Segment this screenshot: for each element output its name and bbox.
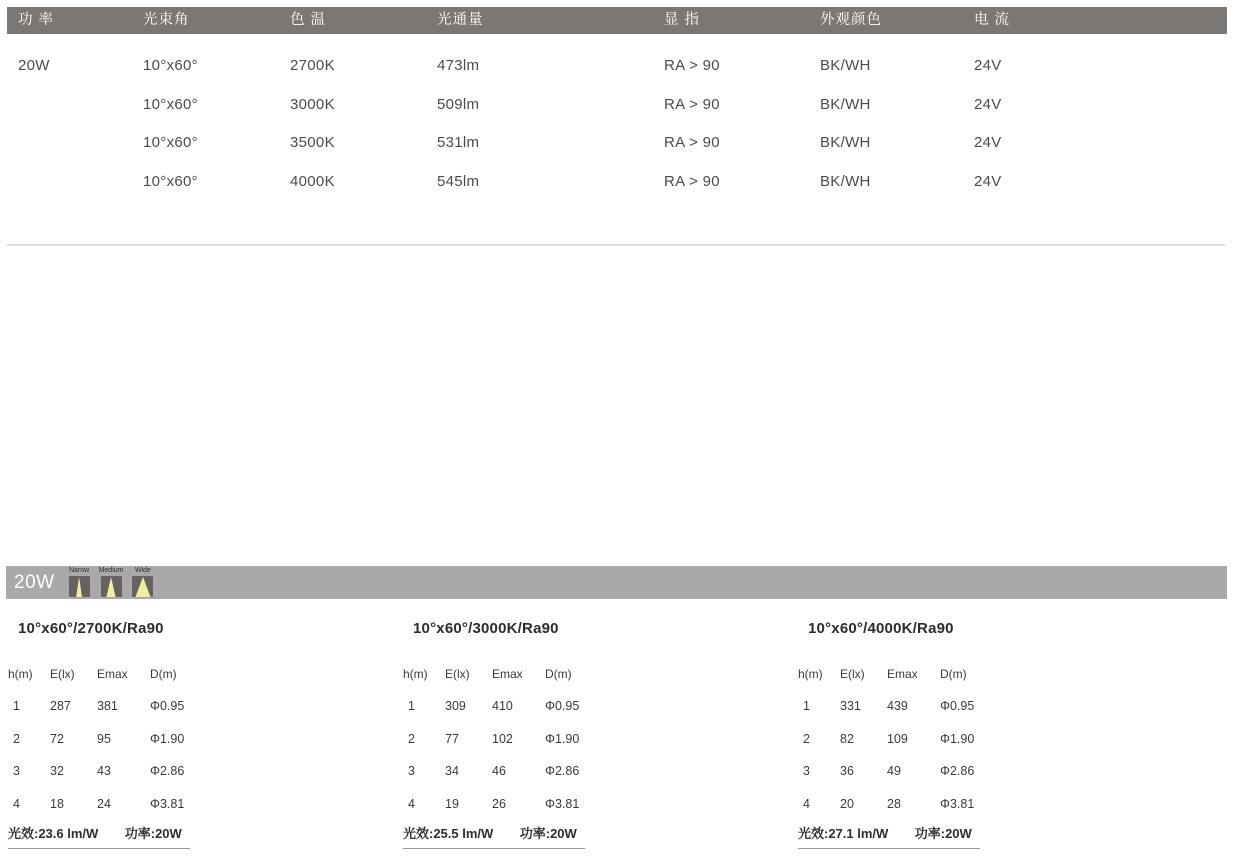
spec-cell: 509lm xyxy=(437,95,480,113)
photometric-cell: 2 xyxy=(13,731,20,746)
beam-icon-label: Wide xyxy=(135,567,151,574)
beam-icon-medium xyxy=(99,567,124,597)
photometric-cell: Φ2.86 xyxy=(545,764,580,778)
photometric-cell: 34 xyxy=(445,764,459,778)
spec-cell: BK/WH xyxy=(820,134,871,151)
beam-cone-shape xyxy=(132,577,153,597)
photometric-table-header-row xyxy=(403,667,643,681)
spec-cell: 10°x60° xyxy=(143,172,198,190)
photometric-cell: 20 xyxy=(840,796,854,811)
photometric-row xyxy=(8,690,248,723)
photometric-table-body xyxy=(8,690,248,820)
photometric-table xyxy=(8,612,248,849)
spec-cell: 545lm xyxy=(437,172,480,190)
spec-header-cell: 显 指 xyxy=(664,12,701,28)
photometric-cell: 95 xyxy=(97,731,111,746)
photometric-cell: Φ1.90 xyxy=(150,731,185,746)
photometric-cell: 18 xyxy=(50,796,64,811)
spec-cell: 2700K xyxy=(290,57,335,74)
spec-cell: BK/WH xyxy=(820,172,871,190)
spec-cell: 24V xyxy=(974,57,1002,74)
photometric-cell: 2 xyxy=(408,731,415,746)
spec-cell: 3500K xyxy=(290,134,335,151)
spec-header-cell: 功 率 xyxy=(18,12,55,28)
photometric-cell: 19 xyxy=(445,796,459,811)
spec-cell: 24V xyxy=(974,172,1002,190)
photometric-cell: 4 xyxy=(408,796,415,811)
photometric-table-title: 10°x60°/4000K/Ra90 xyxy=(808,620,954,637)
photometric-row xyxy=(798,755,1038,788)
photometric-row xyxy=(798,690,1038,723)
photometric-cell: 36 xyxy=(840,764,854,778)
photometric-row xyxy=(403,723,643,756)
spec-cell xyxy=(7,163,143,202)
photometric-table-header-row xyxy=(8,667,248,681)
photometric-header-cell: h(m) xyxy=(798,667,823,681)
photometric-row xyxy=(403,788,643,821)
photometric-row xyxy=(8,755,248,788)
photometric-table-footer xyxy=(798,823,980,849)
photometric-cell: Φ1.90 xyxy=(545,731,580,746)
photometric-cell: 381 xyxy=(97,699,118,713)
photometric-cell: 102 xyxy=(492,731,513,746)
photometric-table-title: 10°x60°/3000K/Ra90 xyxy=(413,620,559,637)
photometric-cell: Φ0.95 xyxy=(150,699,185,713)
photometric-row xyxy=(403,690,643,723)
photometric-header-cell: Emax xyxy=(887,667,918,681)
photometric-cell: Φ2.86 xyxy=(150,764,185,778)
photometric-cell: 82 xyxy=(840,731,854,746)
beam-icon-label: Narow xyxy=(68,567,90,574)
spec-cell xyxy=(7,86,143,125)
efficacy-value: 光效:27.1 lm/W xyxy=(798,826,889,841)
photometric-cell: Φ3.81 xyxy=(150,796,185,811)
spec-table-row xyxy=(7,86,1227,125)
spec-cell: BK/WH xyxy=(820,95,871,113)
spec-table-header-row xyxy=(7,7,1227,34)
wide-beam-icon xyxy=(132,576,153,597)
photometric-cell: 1 xyxy=(13,699,20,713)
spec-header-cell: 外观颜色 xyxy=(820,12,882,28)
photometric-header-cell: Emax xyxy=(97,667,128,681)
beam-cone-shape xyxy=(69,577,90,597)
photometric-table-title: 10°x60°/2700K/Ra90 xyxy=(18,620,164,637)
beam-icon-label: Medium xyxy=(98,567,124,574)
photometric-header-cell: D(m) xyxy=(940,667,967,681)
spec-cell: 3000K xyxy=(290,95,335,113)
photometric-table-body xyxy=(798,690,1038,820)
spec-cell: 24V xyxy=(974,134,1002,151)
spec-cell: 473lm xyxy=(437,57,480,74)
beam-bar xyxy=(6,566,1227,599)
photometric-cell: 3 xyxy=(408,764,415,778)
photometric-table-body xyxy=(403,690,643,820)
photometric-header-cell: E(lx) xyxy=(840,667,865,681)
photometric-table-header-row xyxy=(798,667,1038,681)
photometric-row xyxy=(403,755,643,788)
efficacy-value: 光效:25.5 lm/W xyxy=(403,826,494,841)
photometric-cell: 46 xyxy=(492,764,506,778)
photometric-cell: 410 xyxy=(492,699,513,713)
photometric-cell: 1 xyxy=(803,699,810,713)
photometric-cell: 2 xyxy=(803,731,810,746)
photometric-cell: Φ0.95 xyxy=(545,699,580,713)
spec-cell: 10°x60° xyxy=(143,134,198,151)
photometric-header-cell: h(m) xyxy=(8,667,33,681)
spec-cell: 10°x60° xyxy=(143,57,198,74)
beam-icon-narrow xyxy=(69,567,90,597)
photometric-header-cell: E(lx) xyxy=(445,667,470,681)
section-divider xyxy=(7,244,1225,246)
spec-cell: RA > 90 xyxy=(664,134,720,151)
photometric-table xyxy=(798,612,1038,849)
spec-cell: RA > 90 xyxy=(664,57,720,74)
photometric-tables-section xyxy=(8,612,1234,857)
photometric-header-cell: E(lx) xyxy=(50,667,75,681)
photometric-cell: 28 xyxy=(887,796,901,811)
photometric-cell: 3 xyxy=(13,764,20,778)
power-value: 功率:20W xyxy=(519,826,577,841)
photometric-cell: 287 xyxy=(50,699,71,713)
beam-bar-power-label: 20W xyxy=(14,572,55,593)
spec-header-cell: 光通量 xyxy=(437,12,484,28)
photometric-row xyxy=(8,788,248,821)
photometric-row xyxy=(798,723,1038,756)
photometric-header-cell: h(m) xyxy=(403,667,428,681)
spec-cell: RA > 90 xyxy=(664,172,720,190)
spec-header-cell: 光束角 xyxy=(143,12,190,28)
spec-cell: 531lm xyxy=(437,134,480,151)
spec-cell: BK/WH xyxy=(820,57,871,74)
photometric-cell: 4 xyxy=(803,796,810,811)
photometric-cell: 77 xyxy=(445,731,459,746)
photometric-cell: 331 xyxy=(840,699,861,713)
photometric-table-footer xyxy=(8,823,190,849)
spec-header-cell: 电 流 xyxy=(974,12,1011,28)
photometric-header-cell: D(m) xyxy=(545,667,572,681)
spec-table-row xyxy=(7,163,1227,202)
photometric-table xyxy=(403,612,643,849)
medium-beam-icon xyxy=(101,576,122,597)
photometric-cell: 109 xyxy=(887,731,908,746)
photometric-row xyxy=(798,788,1038,821)
power-value: 功率:20W xyxy=(914,826,972,841)
photometric-cell: Φ0.95 xyxy=(940,699,975,713)
photometric-cell: 439 xyxy=(887,699,908,713)
photometric-cell: 3 xyxy=(803,764,810,778)
spec-cell: RA > 90 xyxy=(664,95,720,113)
photometric-cell: Φ1.90 xyxy=(940,731,975,746)
spec-table-body xyxy=(7,47,1227,201)
photometric-cell: 43 xyxy=(97,764,111,778)
spec-cell: 4000K xyxy=(290,172,335,190)
photometric-cell: Φ3.81 xyxy=(940,796,975,811)
photometric-cell: 24 xyxy=(97,796,111,811)
photometric-cell: 26 xyxy=(492,796,506,811)
spec-table-row xyxy=(7,47,1227,86)
photometric-table-footer xyxy=(403,823,585,849)
spec-cell: 20W xyxy=(18,57,50,74)
power-value: 功率:20W xyxy=(124,826,182,841)
beam-cone-shape xyxy=(101,577,122,597)
efficacy-value: 光效:23.6 lm/W xyxy=(8,826,99,841)
photometric-header-cell: Emax xyxy=(492,667,523,681)
photometric-cell: 49 xyxy=(887,764,901,778)
photometric-row xyxy=(8,723,248,756)
beam-angle-icons xyxy=(69,567,163,597)
spec-cell: 24V xyxy=(974,95,1002,113)
photometric-cell: 4 xyxy=(13,796,20,811)
photometric-cell: 309 xyxy=(445,699,466,713)
photometric-cell: Φ2.86 xyxy=(940,764,975,778)
beam-icon-wide xyxy=(132,567,153,597)
spec-cell: 10°x60° xyxy=(143,95,198,113)
photometric-cell: Φ3.81 xyxy=(545,796,580,811)
photometric-header-cell: D(m) xyxy=(150,667,177,681)
photometric-cell: 32 xyxy=(50,764,64,778)
spec-cell xyxy=(7,124,143,163)
spec-header-cell: 色 温 xyxy=(290,12,327,28)
narrow-beam-icon xyxy=(69,576,90,597)
photometric-cell: 1 xyxy=(408,699,415,713)
photometric-cell: 72 xyxy=(50,731,64,746)
spec-table-row xyxy=(7,124,1227,163)
